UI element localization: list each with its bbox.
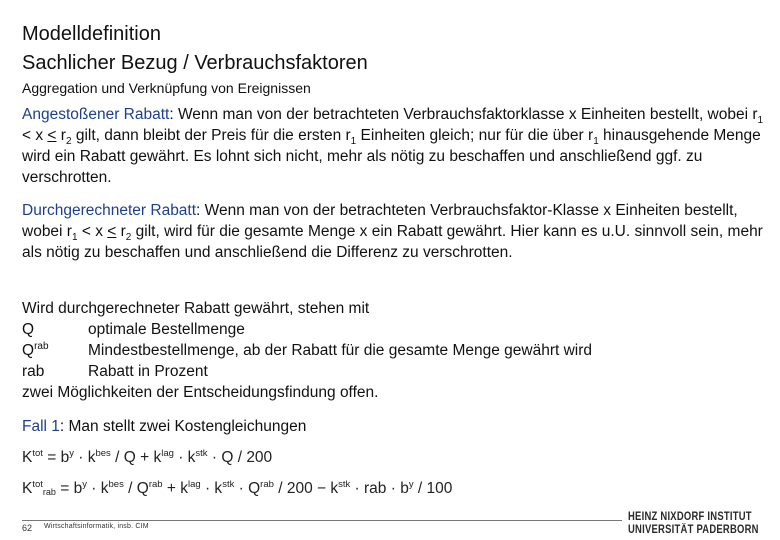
f-sup: rab: [260, 478, 274, 490]
f-sym: · k: [200, 480, 223, 497]
paragraph-definitions: [22, 298, 766, 403]
fall-label: Fall 1: [22, 418, 60, 435]
definition-row: [22, 319, 766, 340]
page-title: Modelldefinition: [22, 23, 161, 45]
f-sym: K: [22, 480, 33, 497]
page-number: 62: [22, 523, 33, 533]
text: r: [56, 127, 66, 144]
term-angestossener-rabatt: Angestoßener Rabatt: [22, 106, 170, 123]
section-heading: Aggregation und Verknüpfung von Ereignissen: [22, 80, 311, 96]
definition: Mindestbestellmenge, ab der Rabatt für die gesamte Menge gewährt wird: [88, 342, 593, 359]
text: : Wenn man von der betrachteten Verbrauchsfaktorklasse x Einheiten bestellt, wobei r: [169, 106, 758, 123]
less-equal-symbol: <: [107, 223, 117, 240]
f-sym: · k: [86, 480, 109, 497]
f-sym: · Q / 200: [207, 449, 273, 466]
definitions-outro: zwei Möglichkeiten der Entscheidungsfindung offen.: [22, 384, 379, 401]
f-sup: y: [69, 447, 74, 459]
f-sup: y: [408, 478, 414, 490]
f-sym: = b: [42, 449, 70, 466]
f-sym: / 100: [413, 480, 453, 497]
definition-row: [22, 361, 766, 382]
f-sym: = b: [55, 480, 83, 497]
text: gilt, dann bleibt der Preis für die ersten r: [71, 127, 351, 144]
text: hinausgehende Menge wird ein Rabatt gewährt. Es lohnt sich nicht, mehr als nötig zu beschaffen und anschließend ggf. zu verschrotten.: [22, 127, 761, 186]
symbol: rab: [22, 363, 45, 380]
footer-text: Wirtschaftsinformatik, insb. CIM: [44, 523, 149, 530]
fall-1-line: [22, 416, 766, 437]
f-sup: stk: [195, 447, 208, 459]
f-sub: rab: [42, 487, 56, 497]
less-equal-symbol: <: [47, 127, 57, 144]
institute-logo-line1: HEINZ NIXDORF INSTITUT: [628, 511, 752, 523]
text: < x: [77, 223, 108, 240]
definition-row: [22, 340, 766, 361]
symbol-base: Q: [22, 342, 35, 359]
paragraph-durchgerechneter-rabatt: [22, 200, 766, 263]
text: Einheiten gleich; nur für die über r: [356, 127, 594, 144]
f-sym: · k: [73, 449, 96, 466]
subscript: 2: [65, 136, 72, 148]
f-sup: lag: [161, 447, 174, 459]
page-subtitle: Sachlicher Bezug / Verbrauchsfaktoren: [22, 52, 368, 74]
f-sym: K: [22, 449, 33, 466]
definitions-intro: Wird durchgerechneter Rabatt gewährt, stehen mit: [22, 300, 370, 317]
f-sup: bes: [108, 478, 124, 490]
text: : Wenn man von der betrachteten Verbrauchsfaktor-Klasse x Einheiten bestellt, wobei r: [22, 202, 738, 240]
footer-divider: [22, 520, 622, 521]
paragraph-angestossener-rabatt: [22, 104, 766, 188]
text: gilt, wird für die gesamte Menge x ein Rabatt gewährt. Hier kann es u.U. sinnvoll sein, mehr als nötig zu beschaffen und anschließend die Differenz zu verschrotten.: [22, 223, 763, 261]
term-durchgerechneter-rabatt: Durchgerechneter Rabatt: [22, 202, 197, 219]
subscript: 1: [757, 115, 764, 127]
f-sup: stk: [338, 478, 351, 490]
text: r: [116, 223, 126, 240]
definition: optimale Bestellmenge: [88, 321, 245, 338]
formula-k-tot: [22, 449, 272, 467]
subscript: 2: [125, 232, 132, 244]
subscript: 1: [593, 136, 599, 148]
superscript: rab: [34, 340, 49, 352]
f-sym: / Q + k: [110, 449, 162, 466]
formula-k-tot-rab: [22, 480, 452, 498]
f-sym: / Q: [123, 480, 149, 497]
f-sup: rab: [148, 478, 163, 490]
subscript: 1: [71, 232, 78, 244]
f-sup: y: [82, 478, 87, 490]
fall-text: : Man stellt zwei Kostengleichungen: [59, 418, 307, 435]
f-sym: + k: [162, 480, 188, 497]
symbol: Q: [22, 321, 35, 338]
f-sup: lag: [187, 478, 201, 490]
f-sym: / 200 − k: [273, 480, 339, 497]
f-sym: · k: [173, 449, 196, 466]
subscript: 1: [350, 136, 357, 148]
f-sup: bes: [95, 447, 111, 459]
text: < x: [22, 127, 48, 144]
f-sup: tot: [32, 447, 43, 459]
f-sym: · Q: [234, 480, 261, 497]
definition: Rabatt in Prozent: [88, 363, 208, 380]
f-sup: tot: [32, 478, 43, 490]
symbol: [22, 340, 88, 361]
institute-logo-line2: UNIVERSITÄT PADERBORN: [628, 524, 759, 536]
f-sup: stk: [222, 478, 235, 490]
f-sym: · rab · b: [350, 480, 409, 497]
